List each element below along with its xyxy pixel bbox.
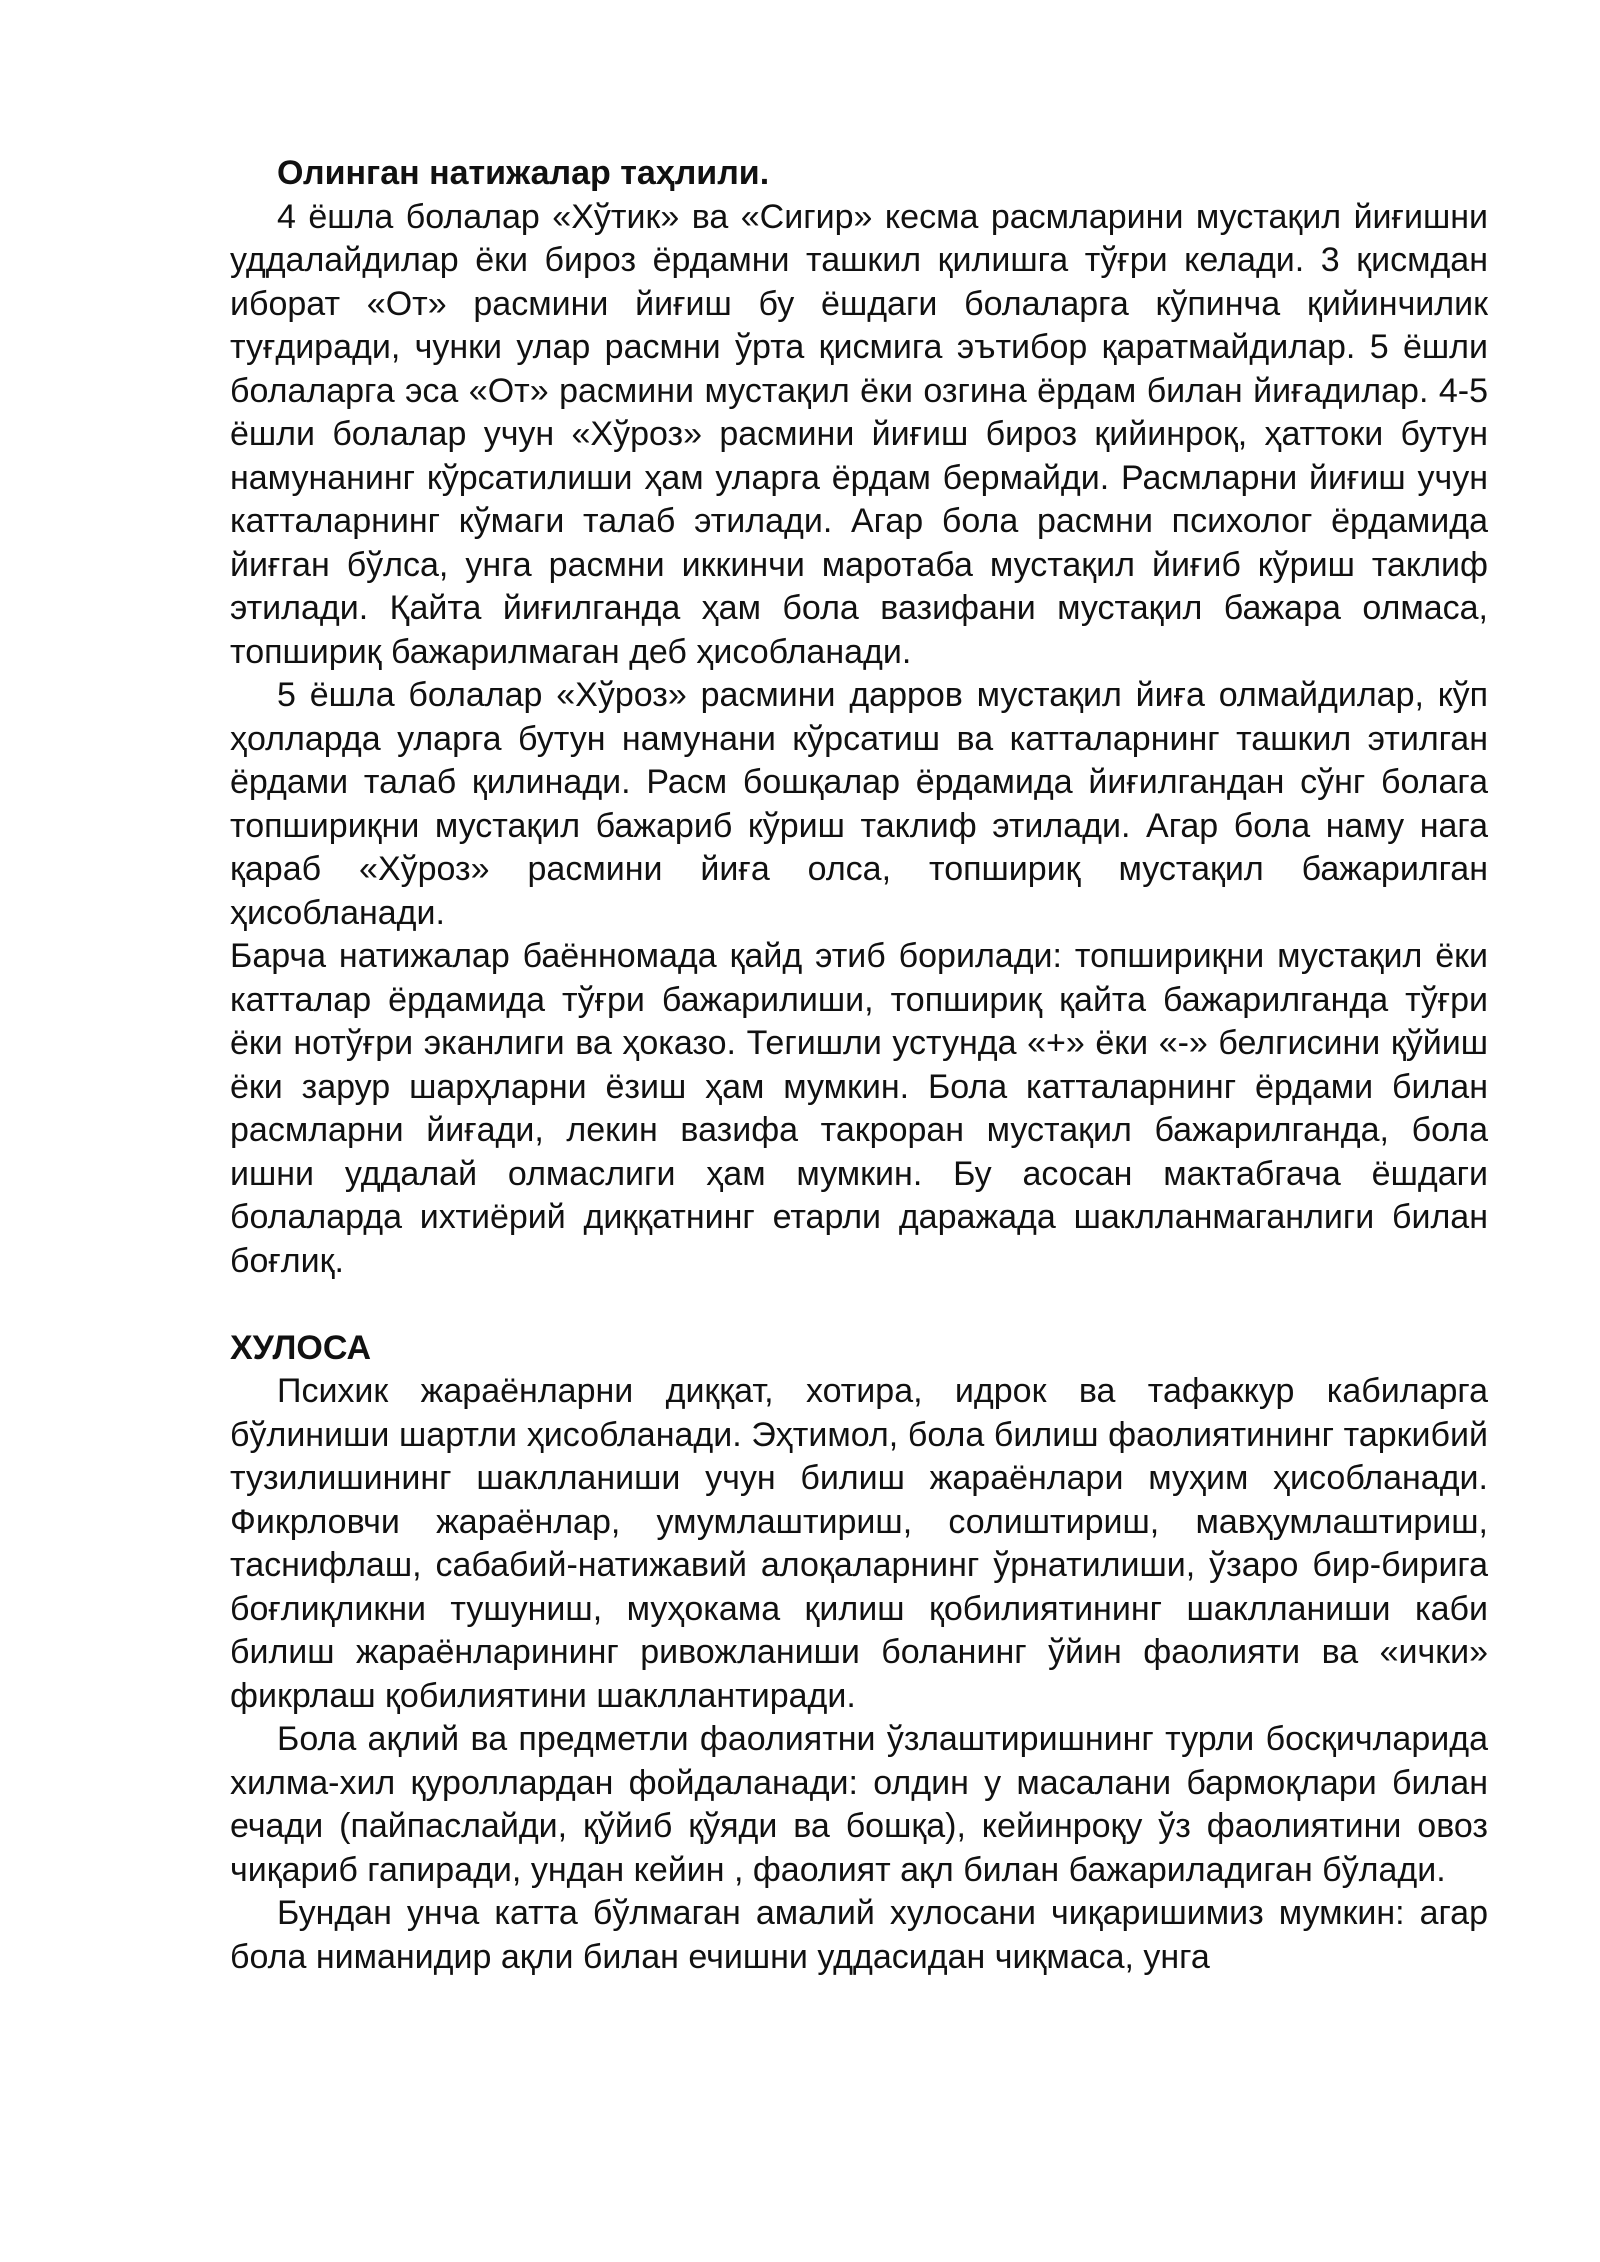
paragraph-results-3: Барча натижалар баённомада қайд этиб борилади: топшириқни мустақил ёки катталар ёрдамида тўғри бажарилиши, топшириқ қайта бажарилганда тўғри ёки нотўғри эканлиги ва ҳоказо. Тегишли устунда «+» ёки «-» белгисини қўйиш ёки зарур шарҳларни ёзиш ҳам мумкин. Бола катталарнинг ёрдами билан расмларни йиғади, лекин вазифа такроран мустақил бажарилганда, бола ишни уддалай олмаслиги ҳам мумкин. Бу асосан мактабгача ёшдаги болаларда ихтиёрий диққатнинг етарли даражада шаклланмаганлиги билан боғлиқ. — [230, 937, 1488, 1280]
paragraph-results-2: 5 ёшла болалар «Хўроз» расмини дарров мустақил йиға олмайдилар, кўп ҳолларда уларга бутун намунани кўрсатиш ва катталарнинг ташкил этилган ёрдами талаб қилинади. Расм бошқалар ёрдамида йиғилгандан сўнг болага топшириқни мустақил бажариб кўриш таклиф этилади. Агар бола наму нага қараб «Хўроз» расмини йиға олса, топшириқ мустақил бажарилган ҳисобланади. — [230, 676, 1488, 932]
paragraph-conclusion-1: Психик жараёнларни диққат, хотира, идрок ва тафаккур кабиларга бўлиниши шартли ҳисобланади. Эҳтимол, бола билиш фаолиятининг таркибий тузилишининг шаклланиши учун билиш жараёнлари муҳим ҳисобланади. Фикрловчи жараёнлар, умумлаштириш, солиштириш, мавҳумлаштириш, таснифлаш, сабабий-натижавий алоқаларнинг ўрнатилиши, ўзаро бир-бирига боғлиқликни тушуниш, муҳокама қилиш қобилиятининг шаклланиши каби билиш жараёнларининг ривожланиши боланинг ўйин фаолияти ва «ички» фикрлаш қобилиятини шакллантиради. — [230, 1372, 1488, 1715]
section-title-results: Олинган натижалар таҳлили. — [277, 154, 770, 192]
document-page — [230, 152, 1488, 1979]
paragraph-conclusion-2: Бола ақлий ва предметли фаолиятни ўзлаштиришнинг турли босқичларида хилма-хил қуроллардан фойдаланади: олдин у масалани бармоқлари билан ечади (пайпаслайди, қўйиб қўяди ва бошқа), кейинроқу ўз фаолиятини овоз чиқариб гапиради, ундан кейин , фаолият ақл билан бажариладиган бўлади. — [230, 1720, 1488, 1889]
section-spacer — [230, 1283, 1488, 1327]
section-title-conclusion: ХУЛОСА — [230, 1328, 372, 1367]
paragraph-conclusion-3: Бундан унча катта бўлмаган амалий хулосани чиқаришимиз мумкин: агар бола ниманидир ақли билан ечишни уддасидан чиқмаса, унга — [230, 1894, 1488, 1976]
paragraph-results-1: 4 ёшла болалар «Хўтик» ва «Сигир» кесма расмларини мустақил йиғишни уддалайдилар ёки бироз ёрдамни ташкил қилишга тўғри келади. 3 қисмдан иборат «От» расмини йиғиш бу ёшдаги болаларга кўпинча қийинчилик туғдиради, чунки улар расмни ўрта қисмига эътибор қаратмайдилар. 5 ёшли болаларга эса «От» расмини мустақил ёки озгина ёрдам билан йиғадилар. 4-5 ёшли болалар учун «Хўроз» расмини йиғиш бироз қийинроқ, ҳаттоки бутун намунанинг кўрсатилиши ҳам уларга ёрдам бермайди. Расмларни йиғиш учун катталарнинг кўмаги талаб этилади. Агар бола расмни психолог ёрдамида йиғган бўлса, унга расмни иккинчи маротаба мустақил йиғиб кўриш таклиф этилади. Қайта йиғилганда ҳам бола вазифани мустақил бажара олмаса, топшириқ бажарилмаган деб ҳисобланади. — [230, 197, 1488, 671]
